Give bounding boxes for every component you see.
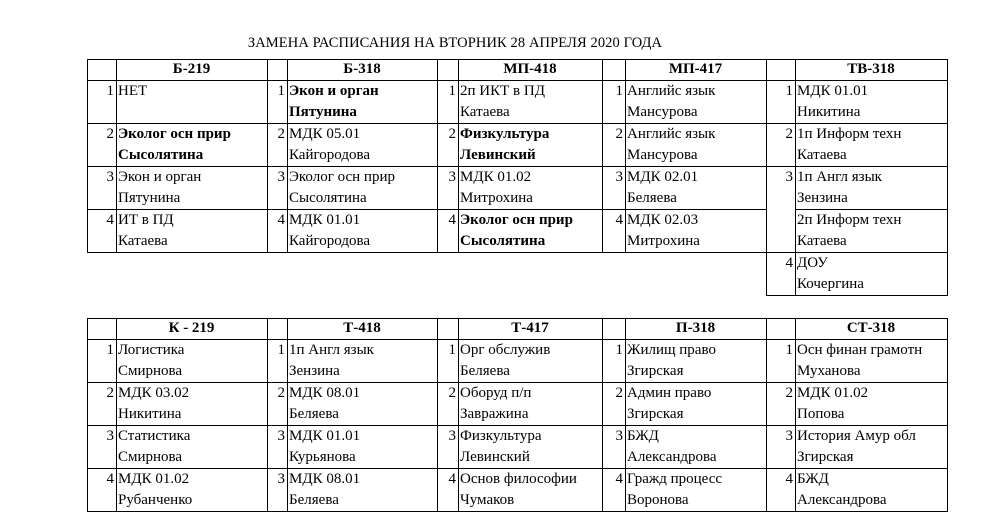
lesson-number: 4 bbox=[106, 471, 114, 487]
col-separator bbox=[458, 318, 459, 512]
subject: Эколог осн прир bbox=[460, 212, 573, 228]
lesson-number: 2 bbox=[106, 385, 114, 401]
col-separator bbox=[287, 318, 288, 512]
col-border bbox=[766, 59, 767, 253]
subject: 2п ИКТ в ПД bbox=[460, 83, 545, 99]
subject: МДК 03.02 bbox=[118, 385, 190, 401]
subject: Статистика bbox=[118, 428, 191, 444]
subject: МДК 01.02 bbox=[118, 471, 190, 487]
lesson-number: 2 bbox=[277, 126, 285, 142]
subject: 1п Информ техн bbox=[797, 126, 902, 142]
teacher: Муханова bbox=[797, 363, 861, 379]
subject: Админ право bbox=[627, 385, 712, 401]
lesson-number: 4 bbox=[785, 255, 793, 271]
group-header: СТ-318 bbox=[846, 320, 896, 336]
row-divider bbox=[87, 252, 268, 253]
subject: МДК 05.01 bbox=[289, 126, 361, 142]
teacher: Воронова bbox=[627, 492, 689, 508]
lesson-number: 3 bbox=[785, 428, 793, 444]
teacher: Сысолятина bbox=[460, 233, 546, 249]
lesson-number: 3 bbox=[277, 471, 285, 487]
lesson-number: 3 bbox=[448, 169, 456, 185]
group-header: П-318 bbox=[675, 320, 716, 336]
lesson-number: 2 bbox=[106, 126, 114, 142]
lesson-number: 3 bbox=[277, 428, 285, 444]
teacher: Левинский bbox=[460, 147, 536, 163]
subject: Физкультура bbox=[460, 126, 550, 142]
lesson-number: 4 bbox=[615, 212, 623, 228]
subject: МДК 02.03 bbox=[627, 212, 699, 228]
lesson-number: 3 bbox=[106, 428, 114, 444]
lesson-number: 2 bbox=[785, 126, 793, 142]
lesson-number: 1 bbox=[277, 342, 285, 358]
lesson-number: 4 bbox=[277, 212, 285, 228]
teacher: Беляева bbox=[289, 406, 339, 422]
subject: Осн финан грамотн bbox=[797, 342, 923, 358]
subject: 1п Англ язык bbox=[289, 342, 374, 358]
lesson-number: 1 bbox=[785, 83, 793, 99]
teacher: Беляева bbox=[289, 492, 339, 508]
teacher: Згирская bbox=[627, 363, 684, 379]
subject: ИТ в ПД bbox=[118, 212, 174, 228]
group-header: ТВ-318 bbox=[847, 61, 895, 77]
group-header: К - 219 bbox=[168, 320, 215, 336]
lesson-number: 4 bbox=[448, 212, 456, 228]
teacher: Попова bbox=[797, 406, 845, 422]
subject: Жилищ право bbox=[627, 342, 716, 358]
lesson-number: 1 bbox=[785, 342, 793, 358]
teacher: Митрохина bbox=[460, 190, 533, 206]
lesson-number: 4 bbox=[106, 212, 114, 228]
subject: Экон и орган bbox=[289, 83, 379, 99]
teacher: Завражина bbox=[460, 406, 529, 422]
lesson-number: 3 bbox=[615, 428, 623, 444]
lesson-number: 2 bbox=[277, 385, 285, 401]
subject: МДК 01.01 bbox=[289, 212, 361, 228]
col-separator bbox=[625, 318, 626, 512]
teacher: Пятунина bbox=[289, 104, 357, 120]
col-separator bbox=[116, 59, 117, 253]
lesson-number: 4 bbox=[448, 471, 456, 487]
subject: Логистика bbox=[118, 342, 185, 358]
teacher: Мансурова bbox=[627, 147, 698, 163]
subject: МДК 02.01 bbox=[627, 169, 699, 185]
teacher: Рубанченко bbox=[118, 492, 193, 508]
col-separator bbox=[795, 59, 796, 253]
lesson-number: 3 bbox=[106, 169, 114, 185]
lesson-number: 1 bbox=[448, 342, 456, 358]
col-separator bbox=[795, 318, 796, 512]
lesson-number: 2 bbox=[448, 385, 456, 401]
teacher: Митрохина bbox=[627, 233, 700, 249]
subject: Английс язык bbox=[627, 126, 716, 142]
page-title: ЗАМЕНА РАСПИСАНИЯ НА ВТОРНИК 28 АПРЕЛЯ 2020 ГОДА bbox=[247, 35, 663, 51]
teacher: Курьянова bbox=[289, 449, 356, 465]
teacher: Згирская bbox=[797, 449, 854, 465]
subject: Физкультура bbox=[460, 428, 542, 444]
col-separator bbox=[795, 252, 796, 296]
subject: ДОУ bbox=[797, 255, 828, 271]
lesson-number: 2 bbox=[448, 126, 456, 142]
subject: 2п Информ техн bbox=[797, 212, 902, 228]
teacher: Александрова bbox=[797, 492, 887, 508]
lesson-number: 3 bbox=[277, 169, 285, 185]
teacher: Кайгородова bbox=[289, 233, 371, 249]
subject: Основ философии bbox=[460, 471, 577, 487]
subject: МДК 08.01 bbox=[289, 385, 361, 401]
teacher: Александрова bbox=[627, 449, 717, 465]
subject: Экон и орган bbox=[118, 169, 202, 185]
col-separator bbox=[625, 59, 626, 253]
teacher: Сысолятина bbox=[289, 190, 367, 206]
lesson-number: 3 bbox=[785, 169, 793, 185]
subject: Гражд процесс bbox=[627, 471, 723, 487]
subject: Оборуд п/п bbox=[460, 385, 532, 401]
teacher: Згирская bbox=[627, 406, 684, 422]
teacher: Мансурова bbox=[627, 104, 698, 120]
teacher: Никитина bbox=[797, 104, 861, 120]
subject: Английс язык bbox=[627, 83, 716, 99]
group-header: Б-318 bbox=[343, 61, 381, 77]
subject: Эколог осн прир bbox=[289, 169, 395, 185]
teacher: Катаева bbox=[118, 233, 168, 249]
group-header: МП-417 bbox=[668, 61, 723, 77]
teacher: Кайгородова bbox=[289, 147, 371, 163]
teacher: Катаева bbox=[797, 233, 847, 249]
subject: 1п Англ язык bbox=[797, 169, 882, 185]
lesson-number: 4 bbox=[615, 471, 623, 487]
col-border bbox=[87, 318, 88, 512]
teacher: Смирнова bbox=[118, 363, 183, 379]
subject: История Амур обл bbox=[797, 428, 916, 444]
lesson-number: 2 bbox=[615, 126, 623, 142]
row-divider bbox=[766, 468, 948, 469]
lesson-number: 1 bbox=[106, 83, 114, 99]
teacher: Зензина bbox=[289, 363, 340, 379]
table-border-right bbox=[947, 318, 948, 512]
lesson-number: 1 bbox=[615, 342, 623, 358]
subject: БЖД bbox=[797, 471, 829, 487]
table-border-right bbox=[947, 252, 948, 296]
lesson-number: 3 bbox=[448, 428, 456, 444]
col-separator bbox=[458, 59, 459, 253]
group-header: МП-418 bbox=[503, 61, 557, 77]
subject: МДК 01.02 bbox=[460, 169, 532, 185]
teacher: Беляева bbox=[627, 190, 677, 206]
teacher: Кочергина bbox=[797, 276, 864, 292]
lesson-number: 1 bbox=[615, 83, 623, 99]
subject: МДК 08.01 bbox=[289, 471, 361, 487]
row-divider bbox=[766, 252, 948, 253]
col-border bbox=[766, 318, 767, 512]
teacher: Беляева bbox=[460, 363, 510, 379]
col-border bbox=[87, 59, 88, 253]
teacher: Смирнова bbox=[118, 449, 183, 465]
lesson-number: 2 bbox=[615, 385, 623, 401]
col-separator bbox=[116, 318, 117, 512]
teacher: Сысолятина bbox=[118, 147, 204, 163]
lesson-number: 4 bbox=[785, 471, 793, 487]
teacher: Катаева bbox=[460, 104, 510, 120]
subject: Орг обслужив bbox=[460, 342, 551, 358]
group-header: Т-417 bbox=[511, 320, 549, 336]
subject: МДК 01.02 bbox=[797, 385, 869, 401]
table-border-right bbox=[947, 59, 948, 253]
subject: МДК 01.01 bbox=[289, 428, 361, 444]
teacher: Пятунина bbox=[118, 190, 181, 206]
teacher: Катаева bbox=[797, 147, 847, 163]
teacher: Левинский bbox=[460, 449, 530, 465]
group-header: Б-219 bbox=[172, 61, 211, 77]
subject: МДК 01.01 bbox=[797, 83, 869, 99]
lesson-number: 1 bbox=[106, 342, 114, 358]
col-border bbox=[766, 252, 767, 296]
lesson-number: 3 bbox=[615, 169, 623, 185]
lesson-number: 1 bbox=[277, 83, 285, 99]
col-separator bbox=[287, 59, 288, 253]
teacher: Зензина bbox=[797, 190, 848, 206]
lesson-number: 1 bbox=[448, 83, 456, 99]
subject: БЖД bbox=[627, 428, 659, 444]
teacher: Никитина bbox=[118, 406, 182, 422]
group-header: Т-418 bbox=[343, 320, 381, 336]
teacher: Чумаков bbox=[460, 492, 515, 508]
subject: Эколог осн прир bbox=[118, 126, 231, 142]
lesson-number: 2 bbox=[785, 385, 793, 401]
subject: НЕТ bbox=[118, 83, 148, 99]
